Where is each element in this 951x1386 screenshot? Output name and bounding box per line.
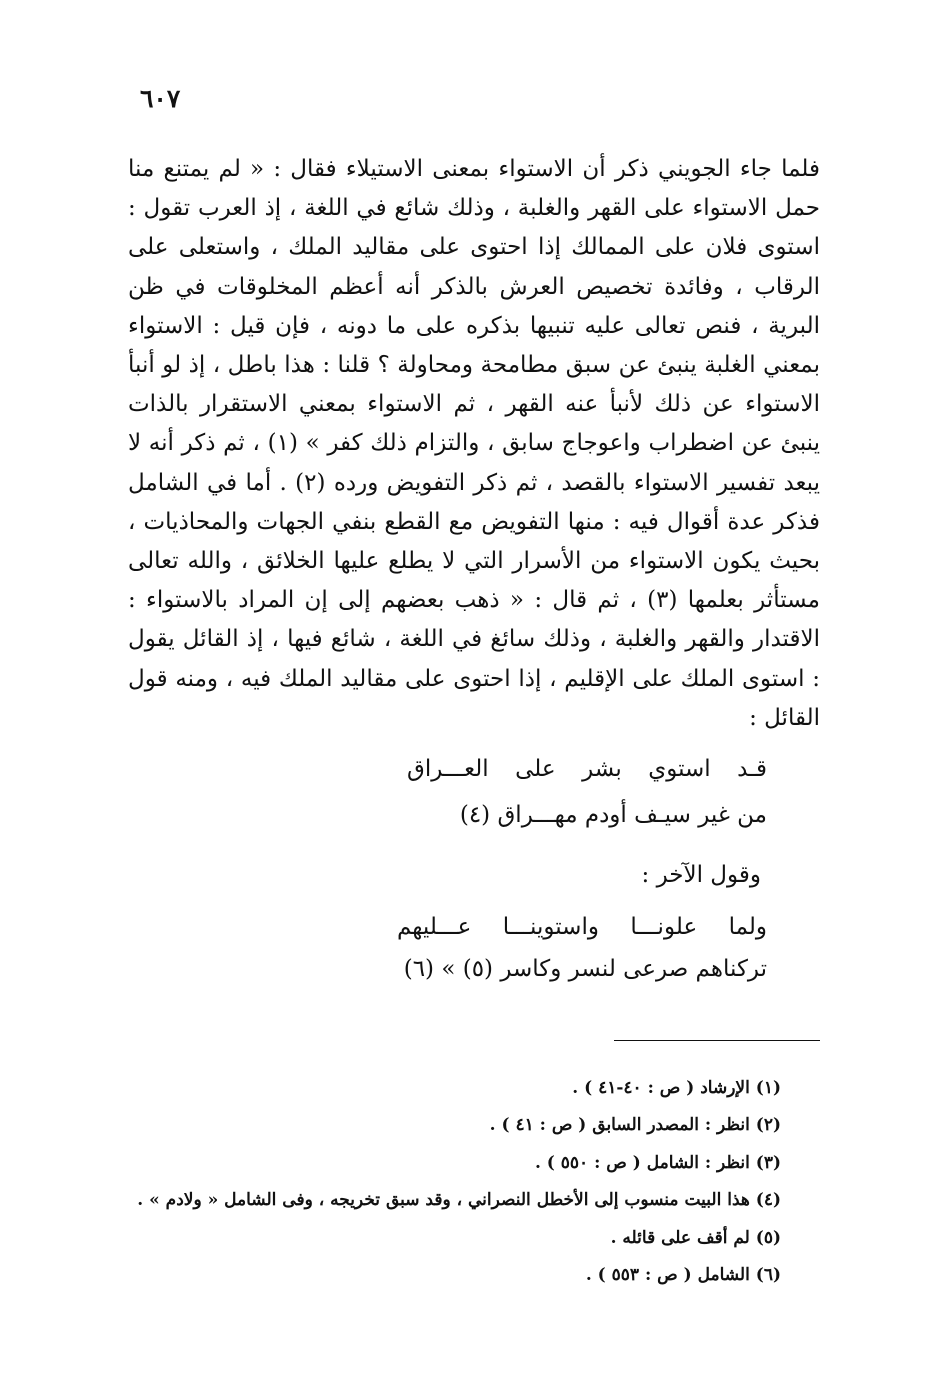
footnote-2: (٢) انظر : المصدر السابق ( ص : ٤١ ) .: [489, 1115, 781, 1136]
footnote-5: (٥) لم أقف على قائله .: [610, 1227, 781, 1248]
footnote-4: (٤) هذا البيت منسوب إلى الأخطل النصراني ، وقد سبق تخريجه ، وفى الشامل « ولادم » .: [137, 1190, 781, 1211]
footnote-6: (٦) الشامل ( ص : ٥٥٣ ) .: [585, 1264, 781, 1285]
footnote-divider: [614, 1040, 820, 1041]
main-text: [128, 150, 820, 738]
footnote-1: (١) الإرشاد ( ص : ٤٠-٤١ ) .: [572, 1078, 781, 1098]
verse2-hemistich1: ولما علونـــا واستوينـــا عـــليهم: [397, 914, 767, 940]
main-paragraph: فلما جاء الجويني ذكر أن الاستواء بمعنى الاستيلاء فقال : « لم يمتنع منا حمل الاستواء على القهر والغلبة ، وذلك شائع في اللغة ، إذ العرب تقول : استوى فلان على الممالك إذا احتوى على مقاليد الملك ، واستعلى على الرقاب ، وفائدة تخصيص العرش بالذكر أنه أعظم المخلوقات في ظن البرية ، فنص تعالى عليه تنبيها بذكره على ما دونه ، فإن قيل : الاستواء بمعني الغلبة ينبئ عن سبق مطامحة ومحاولة ؟ قلنا : هذا باطل ، إذ لو أنبأ الاستواء عن ذلك لأنبأ عنه القهر ، ثم الاستواء بمعني الاستقرار بالذات ينبئ عن اضطراب واعوجاج سابق ، والتزام ذلك كفر » (١) ، ثم ذكر أنه لا يبعد تفسير الاستواء بالقصد ، ثم ذكر التفويض ورده (٢) . أما في الشامل فذكر عدة أقوال فيه : منها التفويض مع القطع بنفي الجهات والمحاذيات ، بحيث يكون الاستواء من الأسرار التي لا يطلع عليها الخلائق ، والله تعالى مستأثر بعلمها (٣) ، ثم قال : « ذهب بعضهم إلى إن المراد بالاستواء : الاقتدار والقهر والغلبة ، وذلك سائغ في اللغة ، شائع فيها ، إذ القائل يقول : استوى الملك على الإقليم ، إذا احتوى على مقاليد الملك فيه ، ومنه قول القائل :: [128, 156, 820, 731]
verse1-hemistich1: قـد استوي بشر على العـــراق: [407, 756, 767, 782]
verse2-intro: وقول الآخر :: [641, 862, 761, 888]
verse2-hemistich2: تركناهم صرعى لنسر وكاسر (٥) » (٦): [403, 956, 767, 982]
page-number: ٦٠٧: [140, 84, 181, 113]
footnotes: [121, 1070, 781, 1294]
verse1-hemistich2: من غير سيـف أودم مهـــراق (٤): [459, 802, 767, 828]
footnote-3: (٣) انظر : الشامل ( ص : ٥٥٠ ) .: [534, 1152, 781, 1173]
